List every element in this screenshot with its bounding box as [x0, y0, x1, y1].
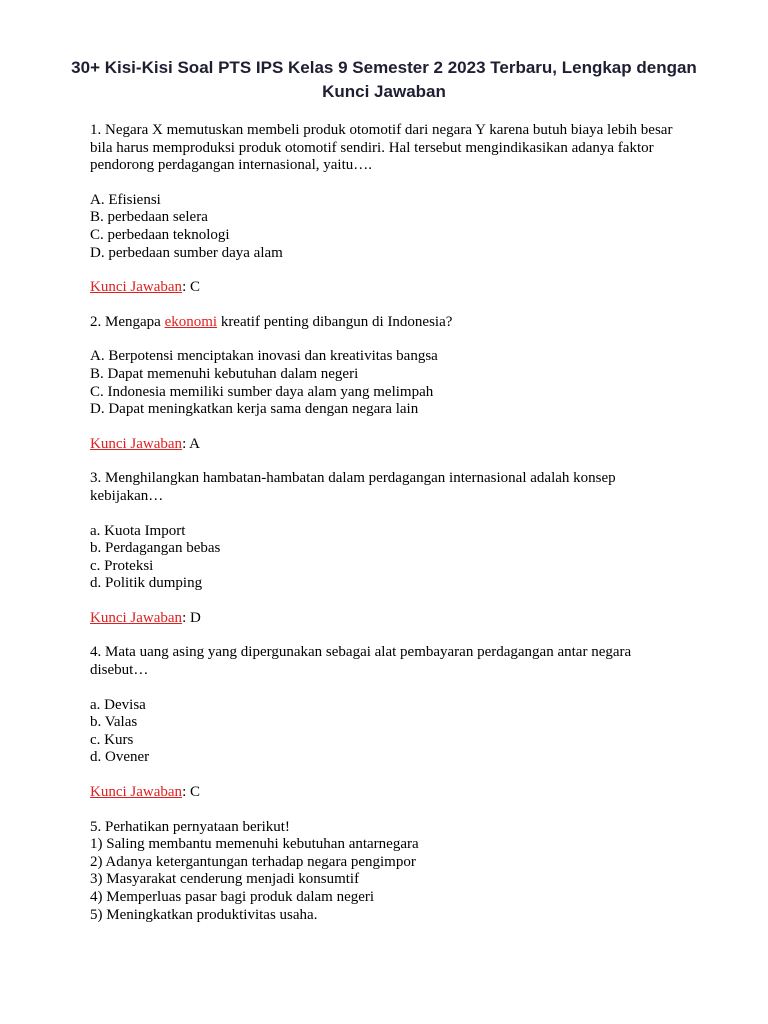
option-b: b. Perdagangan bebas [90, 540, 221, 557]
option-c: C. perbedaan teknologi [90, 226, 230, 243]
question-text-suffix: kreatif penting dibangun di Indonesia? [217, 313, 453, 330]
question-text-line: disebut… [90, 662, 149, 679]
answer-key-link[interactable]: Kunci Jawaban [90, 609, 183, 626]
option-d: d. Ovener [90, 749, 150, 766]
answer-key-1 [90, 279, 690, 297]
document-body [90, 122, 690, 941]
statement-4: 4) Memperluas pasar bagi produk dalam negeri [90, 889, 375, 905]
option-a: a. Kuota Import [90, 522, 186, 539]
statement-5: 5) Meningkatkan produktivitas usaha. [90, 906, 318, 923]
question-text-line: bila harus memproduksi produk otomotif sendiri. Hal tersebut mengindikasikan adanya faktor [90, 139, 654, 156]
options-1 [90, 192, 690, 262]
question-3 [90, 470, 690, 505]
option-c: c. Proteksi [90, 557, 154, 574]
option-c: c. Kurs [90, 731, 134, 748]
question-text-line: 1. Negara X memutuskan membeli produk otomotif dari negara Y karena butuh biaya lebih besar [90, 122, 673, 138]
statement-2: 2) Adanya ketergantungan terhadap negara pengimpor [90, 853, 416, 870]
question-1 [90, 122, 690, 175]
answer-value: : D [182, 609, 201, 626]
option-d: d. Politik dumping [90, 575, 203, 592]
option-a: A. Berpotensi menciptakan inovasi dan kreativitas bangsa [90, 348, 438, 365]
question-2 [90, 314, 690, 332]
options-4 [90, 697, 690, 767]
option-c: C. Indonesia memiliki sumber daya alam yang melimpah [90, 383, 434, 400]
option-d: D. Dapat meningkatkan kerja sama dengan negara lain [90, 401, 419, 418]
statement-3: 3) Masyarakat cenderung menjadi konsumtif [90, 871, 360, 888]
ekonomi-link[interactable]: ekonomi [164, 313, 218, 330]
statement-1: 1) Saling membantu memenuhi kebutuhan antarnegara [90, 836, 419, 853]
question-4 [90, 644, 690, 679]
page-title: 30+ Kisi-Kisi Soal PTS IPS Kelas 9 Semester 2 2023 Terbaru, Lengkap dengan Kunci Jawaban [71, 58, 697, 101]
answer-key-link[interactable]: Kunci Jawaban [90, 784, 183, 801]
answer-value: : A [182, 435, 200, 452]
question-text-line: 5. Perhatikan pernyataan berikut! [90, 818, 290, 835]
answer-key-4 [90, 784, 690, 802]
option-b: b. Valas [90, 714, 138, 731]
question-text-line: 4. Mata uang asing yang dipergunakan sebagai alat pembayaran perdagangan antar negara [90, 644, 632, 661]
option-d: D. perbedaan sumber daya alam [90, 244, 283, 261]
option-b: B. Dapat memenuhi kebutuhan dalam negeri [90, 365, 359, 382]
answer-key-link[interactable]: Kunci Jawaban [90, 279, 183, 296]
question-5 [90, 819, 690, 925]
question-text-prefix: 2. Mengapa [90, 313, 165, 330]
answer-key-link[interactable]: Kunci Jawaban [90, 435, 183, 452]
option-b: B. perbedaan selera [90, 209, 208, 226]
options-3 [90, 523, 690, 593]
answer-key-2 [90, 436, 690, 454]
answer-value: : C [182, 784, 200, 801]
question-text-line: 3. Menghilangkan hambatan-hambatan dalam perdagangan internasional adalah konsep [90, 470, 616, 487]
option-a: A. Efisiensi [90, 191, 161, 208]
options-2 [90, 348, 690, 418]
option-a: a. Devisa [90, 696, 146, 713]
question-text-line: pendorong perdagangan internasional, yaitu…. [90, 157, 372, 174]
answer-value: : C [182, 279, 200, 296]
answer-key-3 [90, 610, 690, 628]
question-text-line: kebijakan… [90, 487, 164, 504]
